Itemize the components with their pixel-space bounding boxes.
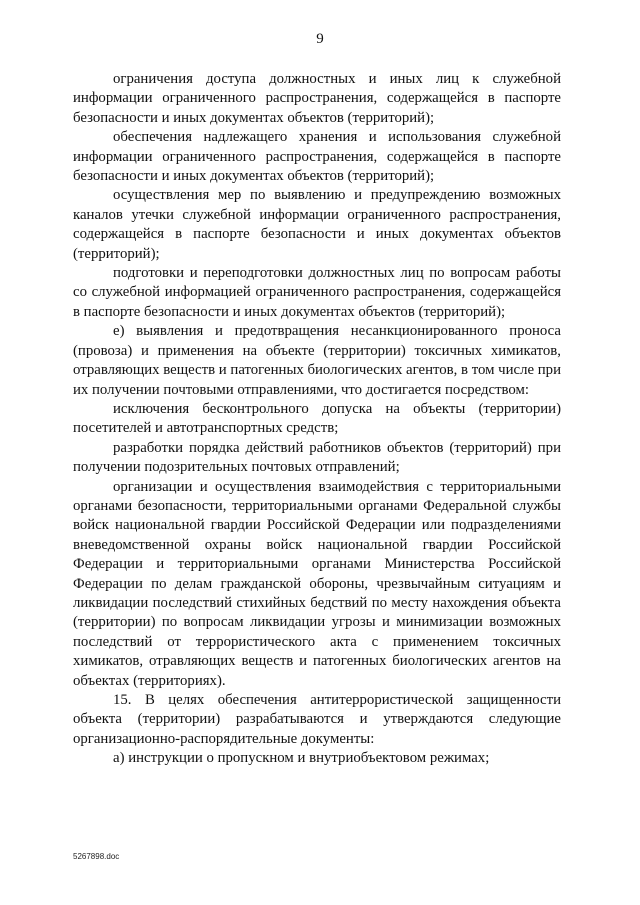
paragraph-leak-prevention: осуществления мер по выявлению и предупреждению возможных каналов утечки служебной информации ограниченного распространения, содержащейся в паспорте безопасности и иных документах объектов (территорий);: [73, 187, 561, 262]
paragraph-access-control: исключения бесконтрольного допуска на объекты (территории) посетителей и автотранспортных средств;: [73, 400, 561, 437]
page-number: 9: [316, 31, 324, 47]
paragraph-interaction: организации и осуществления взаимодействия с территориальными органами безопасности, территориальными органами Федеральной службы войск национальной гвардии Российской Федерации или подразделениями вневедомственной охраны войск национальной гвардии Российской Федерации и территориальными органами Министерства Российской Федерации по делам гражданской обороны, чрезвычайным ситуациям и ликвидации последствий стихийных бедствий по месту нахождения объекта (территории) по вопросам ликвидации угрозы и минимизации возможных последствий от террористического акта с применением токсичных химикатов, отравляющих веществ и патогенных биологических агентов на объектах (территориях).: [73, 478, 561, 689]
paragraph-section-15: 15. В целях обеспечения антитеррористической защищенности объекта (территории) разрабатываются и утверждаются следующие организационно-распорядительные документы:: [73, 692, 561, 747]
paragraph-training: подготовки и переподготовки должностных лиц по вопросам работы со служебной информацией ограниченного распространения, содержащейся в паспорте безопасности и иных документах объектов (территорий);: [73, 265, 561, 320]
paragraph-mail-procedure: разработки порядка действий работников объектов (территорий) при получении подозрительных почтовых отправлений;: [73, 439, 561, 476]
paragraph-item-e: е) выявления и предотвращения несанкционированного проноса (провоза) и применения на объекте (территории) токсичных химикатов, отравляющих веществ и патогенных биологических агентов, в том числе при их получении почтовыми отправлениями, что достигается посредством:: [73, 323, 561, 398]
file-name-footer: 5267898.doc: [73, 852, 120, 861]
paragraph-access-restriction: ограничения доступа должностных и иных лиц к служебной информации ограниченного распространения, содержащейся в паспорте безопасности и иных документах объектов (территорий);: [73, 71, 561, 126]
paragraph-storage: обеспечения надлежащего хранения и использования служебной информации ограниченного распространения, содержащейся в паспорте безопасности и иных документах объектов (территорий);: [73, 129, 561, 185]
document-body: [73, 70, 561, 769]
paragraph-item-a: а) инструкции о пропускном и внутриобъектовом режимах;: [113, 750, 490, 767]
